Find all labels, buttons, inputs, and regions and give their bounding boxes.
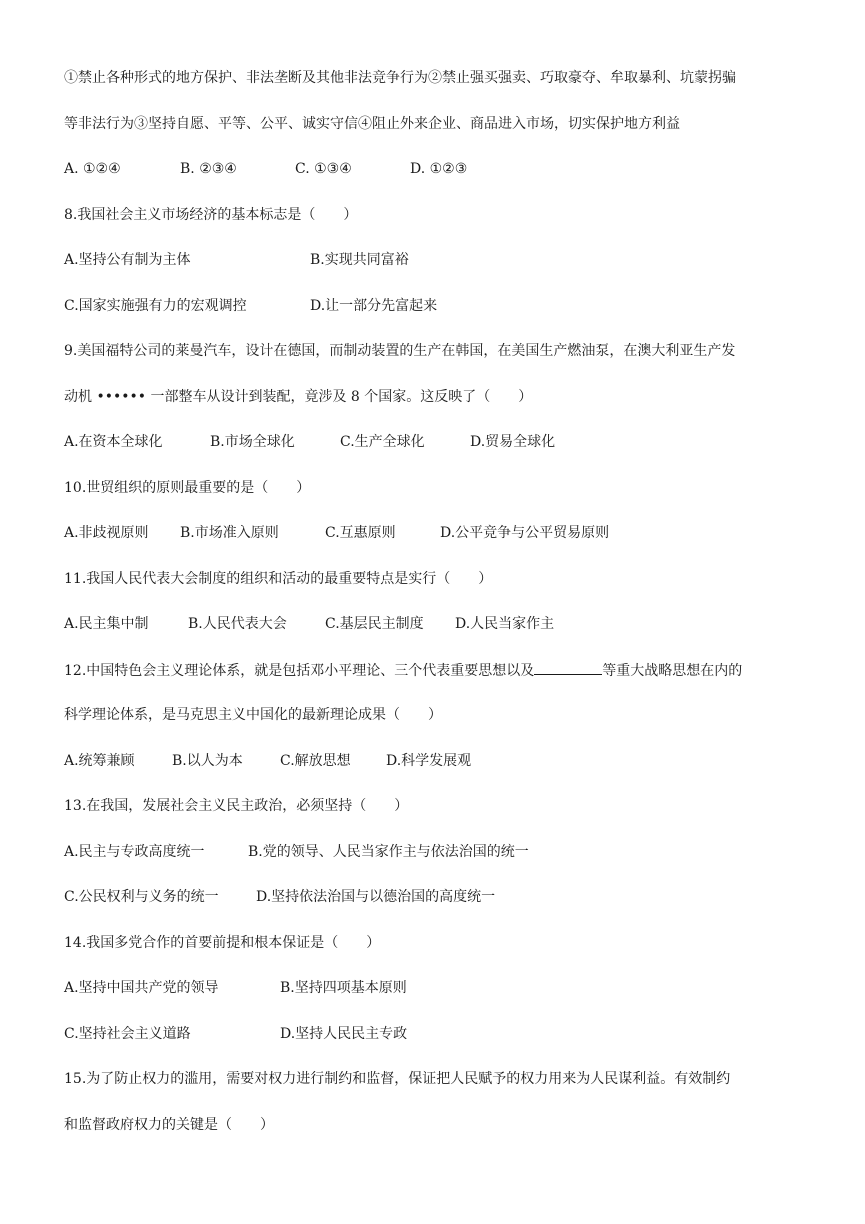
q14-option-a: A.坚持中国共产党的领导 (64, 980, 219, 996)
q9-option-c: C.生产全球化 (340, 434, 425, 450)
q7-stem-line1: ①禁止各种形式的地方保护、非法垄断及其他非法竞争行为②禁止强买强卖、巧取豪夺、牟取暴利、坑蒙拐骗 (64, 70, 736, 86)
q10-option-d: D.公平竞争与公平贸易原则 (440, 525, 610, 541)
q12-stem-part2: 等重大战略思想在内的 (602, 663, 743, 679)
q7-option-a: A. ①②④ (64, 161, 121, 177)
q7-option-c: C. ①③④ (295, 161, 352, 177)
q15-stem-line1: 15.为了防止权力的滥用，需要对权力进行制约和监督，保证把人民赋予的权力用来为人民谋利益。有效制约 (64, 1071, 731, 1087)
q10-option-a: A.非歧视原则 (64, 525, 149, 541)
q10-stem: 10.世贸组织的原则最重要的是（ ） (64, 480, 311, 496)
q13-option-c: C.公民权利与义务的统一 (64, 889, 219, 905)
q8-stem: 8.我国社会主义市场经济的基本标志是（ ） (64, 207, 358, 223)
q13-stem: 13.在我国，发展社会主义民主政治，必须坚持（ ） (64, 798, 409, 814)
q14-option-b: B.坚持四项基本原则 (280, 980, 407, 996)
q12-option-c: C.解放思想 (280, 753, 351, 769)
q9-stem-line1: 9.美国福特公司的莱曼汽车，设计在德国，而制动装置的生产在韩国，在美国生产燃油泵，在澳大利亚生产发 (64, 343, 736, 359)
q13-option-d: D.坚持依法治国与以德治国的高度统一 (256, 889, 496, 905)
q9-option-b: B.市场全球化 (210, 434, 295, 450)
q12-option-a: A.统筹兼顾 (64, 753, 135, 769)
q7-stem-line2: 等非法行为③坚持自愿、平等、公平、诚实守信④阻止外来企业、商品进入市场，切实保护地方利益 (64, 116, 680, 132)
q14-option-c: C.坚持社会主义道路 (64, 1026, 191, 1042)
q12-stem-line2: 科学理论体系，是马克思主义中国化的最新理论成果（ ） (64, 707, 442, 723)
q11-option-a: A.民主集中制 (64, 616, 149, 632)
q11-option-b: B.人民代表大会 (188, 616, 287, 632)
q11-option-d: D.人民当家作主 (455, 616, 555, 632)
q7-option-b: B. ②③④ (180, 161, 237, 177)
q11-stem: 11.我国人民代表大会制度的组织和活动的最重要特点是实行（ ） (64, 571, 493, 587)
q12-stem-line1 (64, 660, 804, 681)
q13-option-a: A.民主与专政高度统一 (64, 844, 205, 860)
q13-option-b: B.党的领导、人民当家作主与依法治国的统一 (248, 844, 529, 860)
q9-stem-line2: 动机 •••••• 一部整车从设计到装配，竟涉及 8 个国家。这反映了（ ） (64, 389, 533, 405)
q10-option-c: C.互惠原则 (325, 525, 396, 541)
q7-option-d: D. ①②③ (410, 161, 468, 177)
q8-option-c: C.国家实施强有力的宏观调控 (64, 298, 247, 314)
q10-option-b: B.市场准入原则 (180, 525, 279, 541)
q12-stem-part1: 12.中国特色会主义理论体系，就是包括邓小平理论、三个代表重要思想以及 (64, 663, 535, 679)
fill-in-blank (534, 660, 602, 675)
q9-option-d: D.贸易全球化 (470, 434, 556, 450)
q8-option-b: B.实现共同富裕 (310, 252, 409, 268)
q15-stem-line2: 和监督政府权力的关键是（ ） (64, 1117, 274, 1133)
q12-option-d: D.科学发展观 (386, 753, 472, 769)
q8-option-d: D.让一部分先富起来 (310, 298, 438, 314)
q8-option-a: A.坚持公有制为主体 (64, 252, 191, 268)
q12-option-b: B.以人为本 (172, 753, 243, 769)
q9-option-a: A.在资本全球化 (64, 434, 163, 450)
q11-option-c: C.基层民主制度 (325, 616, 424, 632)
q14-option-d: D.坚持人民民主专政 (280, 1026, 408, 1042)
q14-stem: 14.我国多党合作的首要前提和根本保证是（ ） (64, 935, 381, 951)
